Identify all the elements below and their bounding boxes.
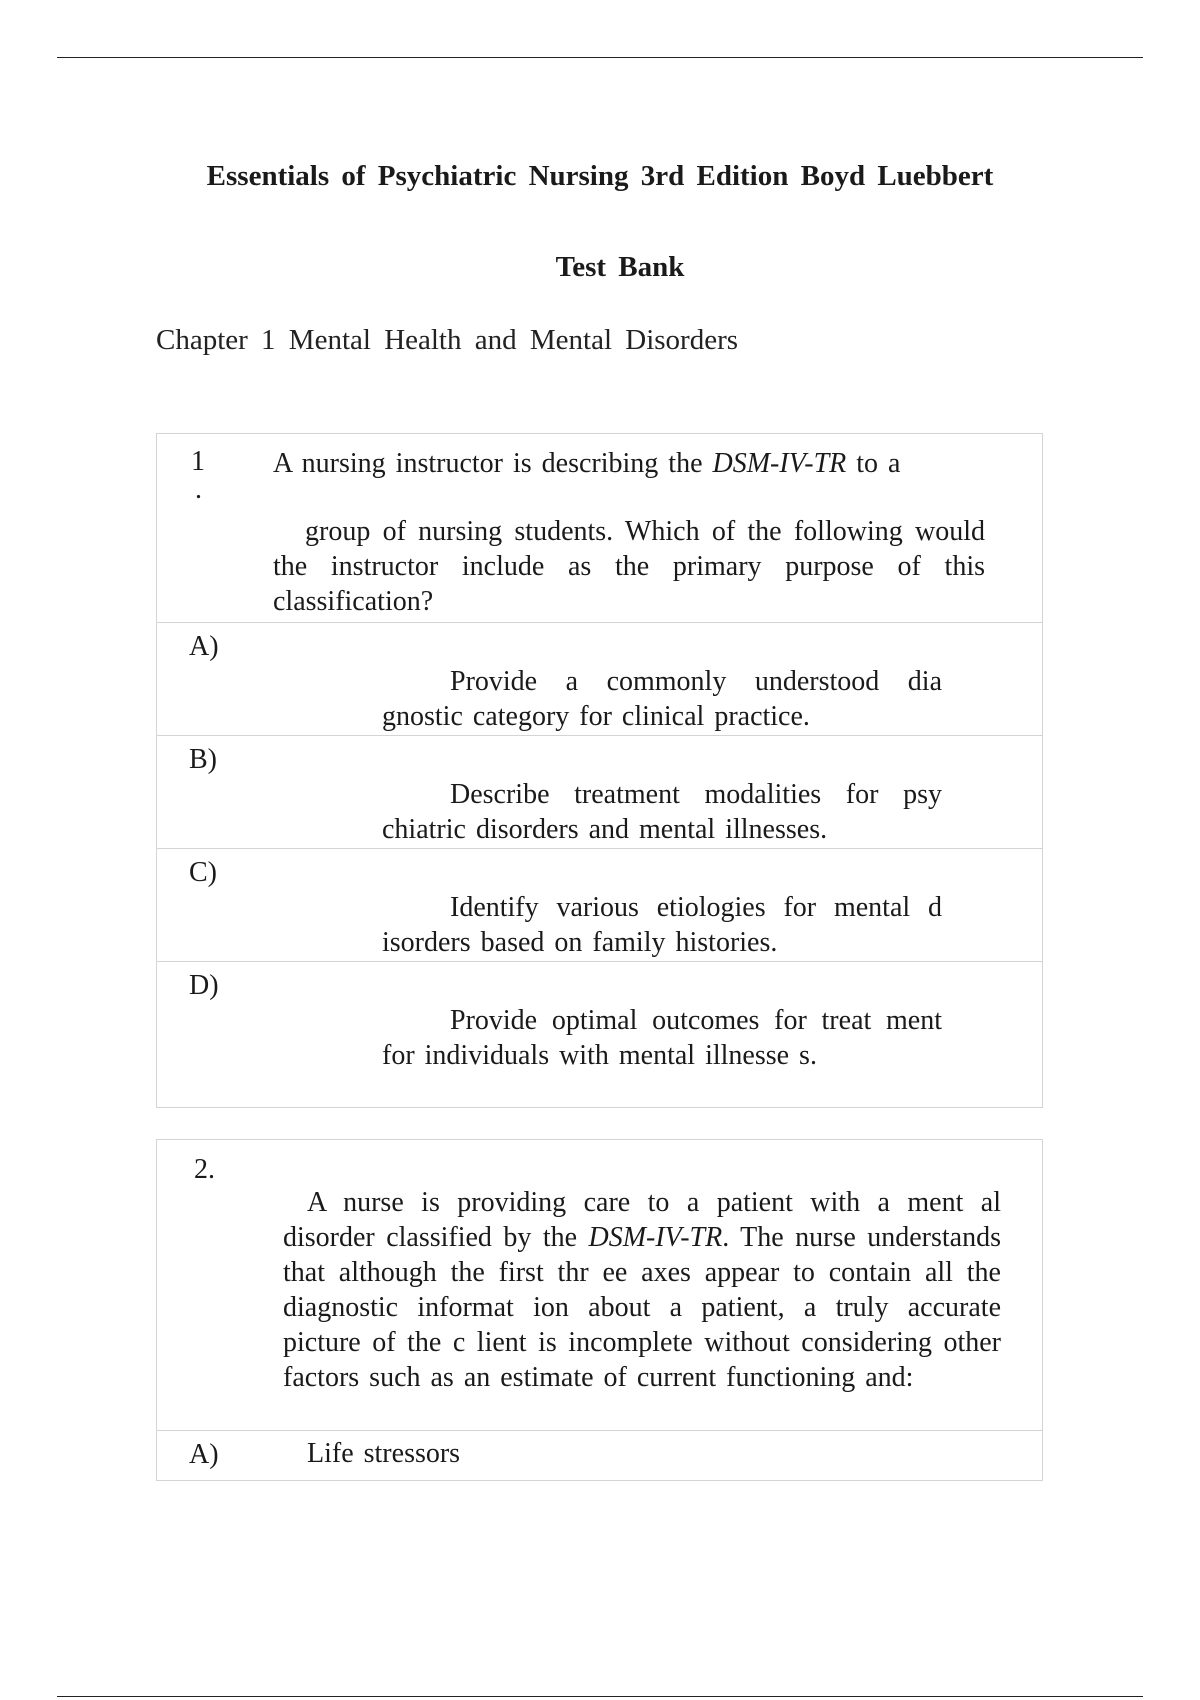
top-rule (57, 57, 1143, 58)
option-row-a (157, 1430, 1042, 1480)
question-2-table (156, 1139, 1043, 1481)
option-row-d (157, 961, 1042, 1107)
option-row-b (157, 735, 1042, 848)
question-stem: A nurse is providing care to a patient with a ment al disorder classified by the DSM-IV-TR. The nurse understands that although the first thr ee axes appear to contain all the diagnostic informat ion about a patient, a truly accurate picture of the c lient is incomplete without considering other factors such as an estimate of current functioning and: (283, 1187, 1001, 1393)
option-text: Describe treatment modalities for psy chiatric disorders and mental illnesses. (382, 779, 942, 845)
chapter-heading: Chapter 1 Mental Health and Mental Disorders (156, 324, 739, 356)
option-text: Identify various etiologies for mental d isorders based on family histories. (382, 892, 942, 958)
question-1-table (156, 433, 1043, 1108)
option-row-a (157, 622, 1042, 735)
question-number: 1 (191, 446, 205, 477)
question-1-stem-row (157, 434, 1042, 622)
question-stem-cont: group of nursing students. Which of the following would the instructor include as the primary purpose of this classification? (273, 516, 985, 617)
option-letter: D) (189, 970, 219, 1001)
option-letter: A) (189, 631, 219, 662)
option-row-c (157, 848, 1042, 961)
question-number-dot: . (195, 474, 202, 505)
question-2-stem-row (157, 1140, 1042, 1430)
option-text: Life stressors (307, 1438, 461, 1469)
option-letter: B) (189, 744, 217, 775)
bottom-rule (57, 1696, 1143, 1697)
document-subtitle: Test Bank (555, 251, 685, 283)
option-text: Provide a commonly understood dia gnostic category for clinical practice. (382, 666, 942, 732)
option-text: Provide optimal outcomes for treat ment for individuals with mental illnesse s. (382, 1005, 942, 1071)
question-number: 2. (194, 1154, 215, 1185)
question-stem-line1: A nursing instructor is describing the DSM-IV-TR to a (273, 448, 901, 479)
document-title: Essentials of Psychiatric Nursing 3rd Edition Boyd Luebbert (206, 160, 994, 192)
option-letter: C) (189, 857, 217, 888)
option-letter: A) (189, 1439, 219, 1470)
